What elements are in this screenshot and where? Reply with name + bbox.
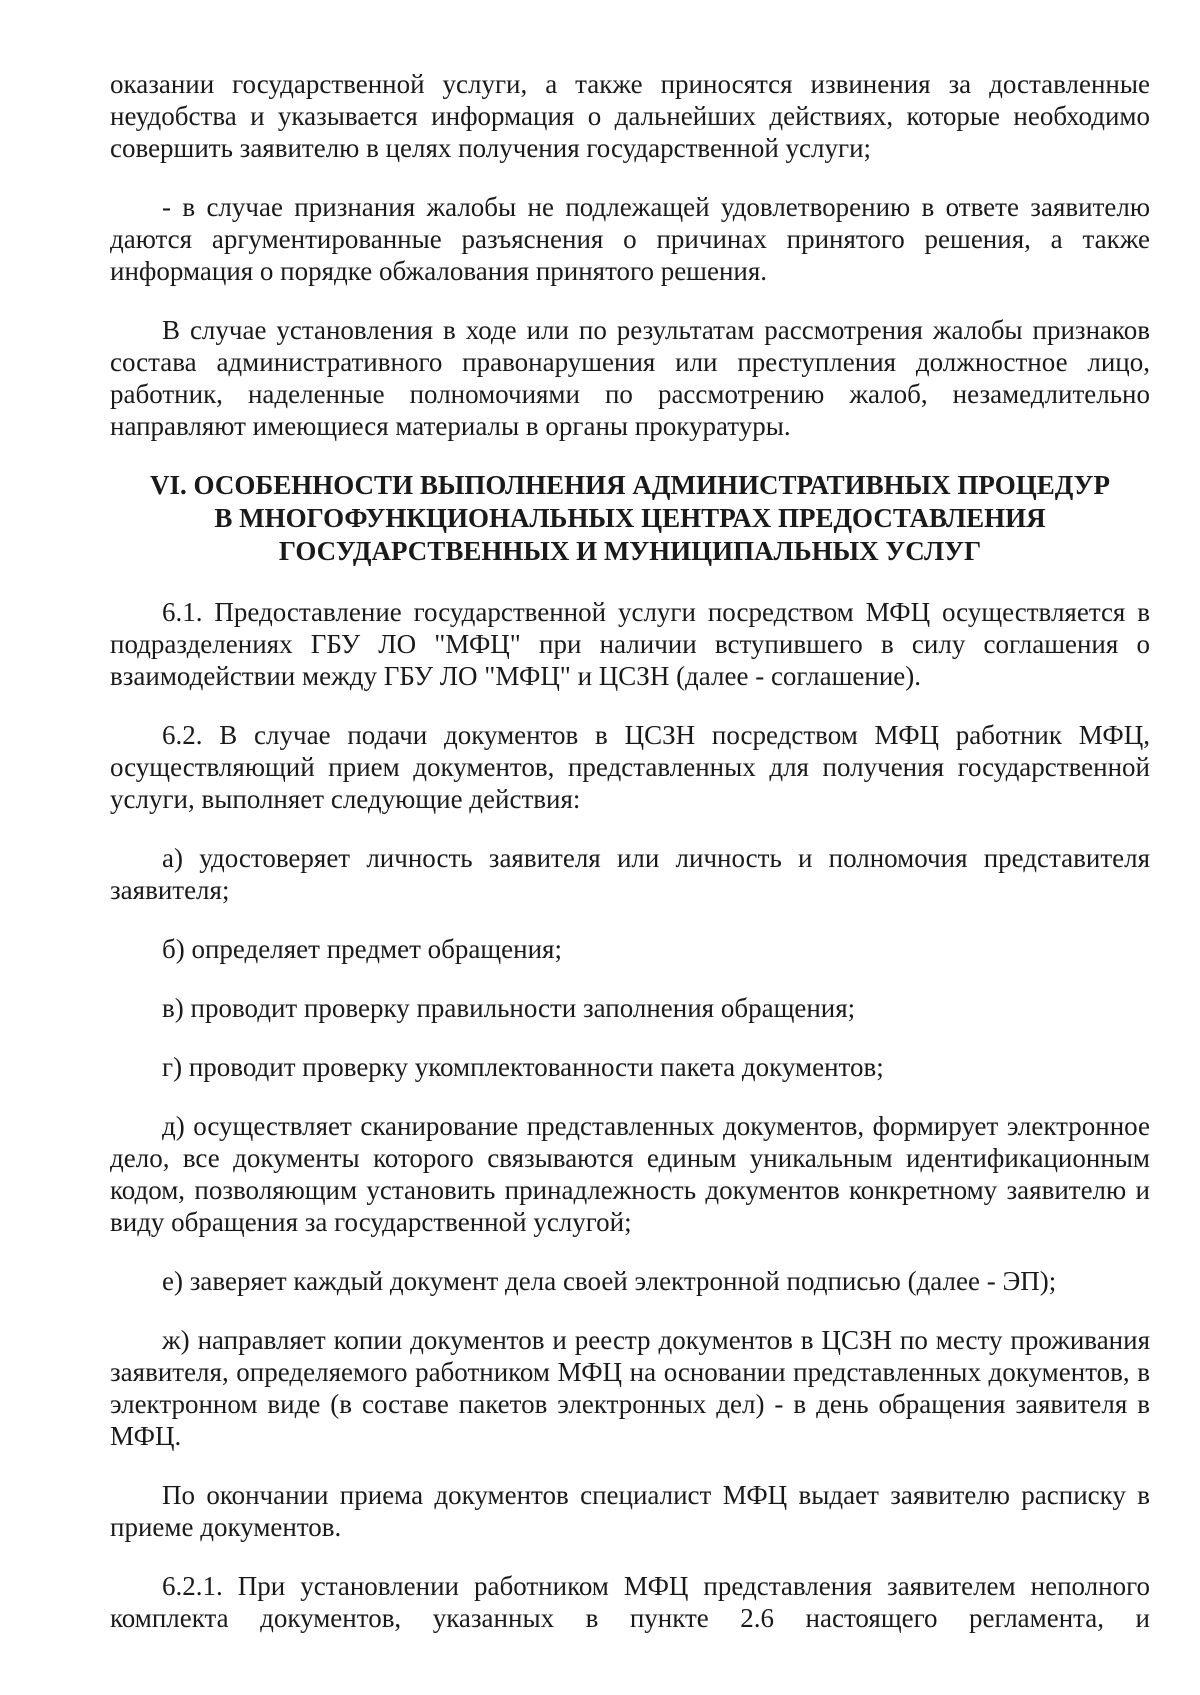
section-heading-line-3: ГОСУДАРСТВЕННЫХ И МУНИЦИПАЛЬНЫХ УСЛУГ [278, 536, 982, 566]
list-item-v: в) проводит проверку правильности заполнения обращения; [162, 993, 856, 1023]
paragraph-receipt: По окончании приема документов специалист МФЦ выдает заявителю расписку в приеме документов. [110, 1480, 1150, 1542]
list-item-d: д) осуществляет сканирование представленных документов, формирует электронное дело, все документы которого связываются единым уникальным идентификационным кодом, позволяющим установить принадлежность документов конкретному заявителю и виду обращения за государственной услугой; [110, 1111, 1150, 1237]
paragraph-6-2: 6.2. В случае подачи документов в ЦСЗН посредством МФЦ работник МФЦ, осуществляющий прием документов, представленных для получения государственной услуги, выполняет следующие действия: [110, 720, 1150, 814]
paragraph-prosecution-referral: В случае установления в ходе или по результатам рассмотрения жалобы признаков состава административного правонарушения или преступления должностное лицо, работник, наделенные полномочиями по рассмотрению жалоб, незамедлительно направляют имеющиеся материалы в органы прокуратуры. [110, 315, 1150, 441]
list-item-zh: ж) направляет копии документов и реестр документов в ЦСЗН по месту проживания заявителя, определяемого работником МФЦ на основании представленных документов, в электронном виде (в составе пакетов электронных дел) - в день обращения заявителя в МФЦ. [110, 1325, 1150, 1451]
list-item-g: г) проводит проверку укомплектованности пакета документов; [162, 1052, 884, 1082]
paragraph-6-1: 6.1. Предоставление государственной услуги посредством МФЦ осуществляется в подразделениях ГБУ ЛО "МФЦ" при наличии вступившего в силу соглашения о взаимодействии между ГБУ ЛО "МФЦ" и ЦСЗН (далее - соглашение). [110, 597, 1150, 691]
section-heading [110, 469, 1150, 568]
paragraph-6-2-1: 6.2.1. При установлении работником МФЦ представления заявителем неполного комплекта документов, указанных в пункте 2.6 настоящего регламента, и [110, 1571, 1150, 1633]
document-page [110, 68, 1150, 1634]
paragraph-complaint-satisfied-continuation: оказании государственной услуги, а также приносятся извинения за доставленные неудобства и указывается информация о дальнейших действиях, которые необходимо совершить заявителю в целях получения государственной услуги; [110, 69, 1150, 163]
paragraph-complaint-rejected: - в случае признания жалобы не подлежащей удовлетворению в ответе заявителю даются аргументированные разъяснения о причинах принятого решения, а также информация о порядке обжалования принятого решения. [110, 192, 1150, 286]
list-item-a: а) удостоверяет личность заявителя или личность и полномочия представителя заявителя; [110, 843, 1150, 905]
section-heading-line-1: VI. ОСОБЕННОСТИ ВЫПОЛНЕНИЯ АДМИНИСТРАТИВНЫХ ПРОЦЕДУР [150, 470, 1110, 500]
section-heading-line-2: В МНОГОФУНКЦИОНАЛЬНЫХ ЦЕНТРАХ ПРЕДОСТАВЛЕНИЯ [214, 503, 1046, 533]
list-item-b: б) определяет предмет обращения; [162, 934, 562, 964]
list-item-e: е) заверяет каждый документ дела своей электронной подписью (далее - ЭП); [162, 1266, 1057, 1296]
